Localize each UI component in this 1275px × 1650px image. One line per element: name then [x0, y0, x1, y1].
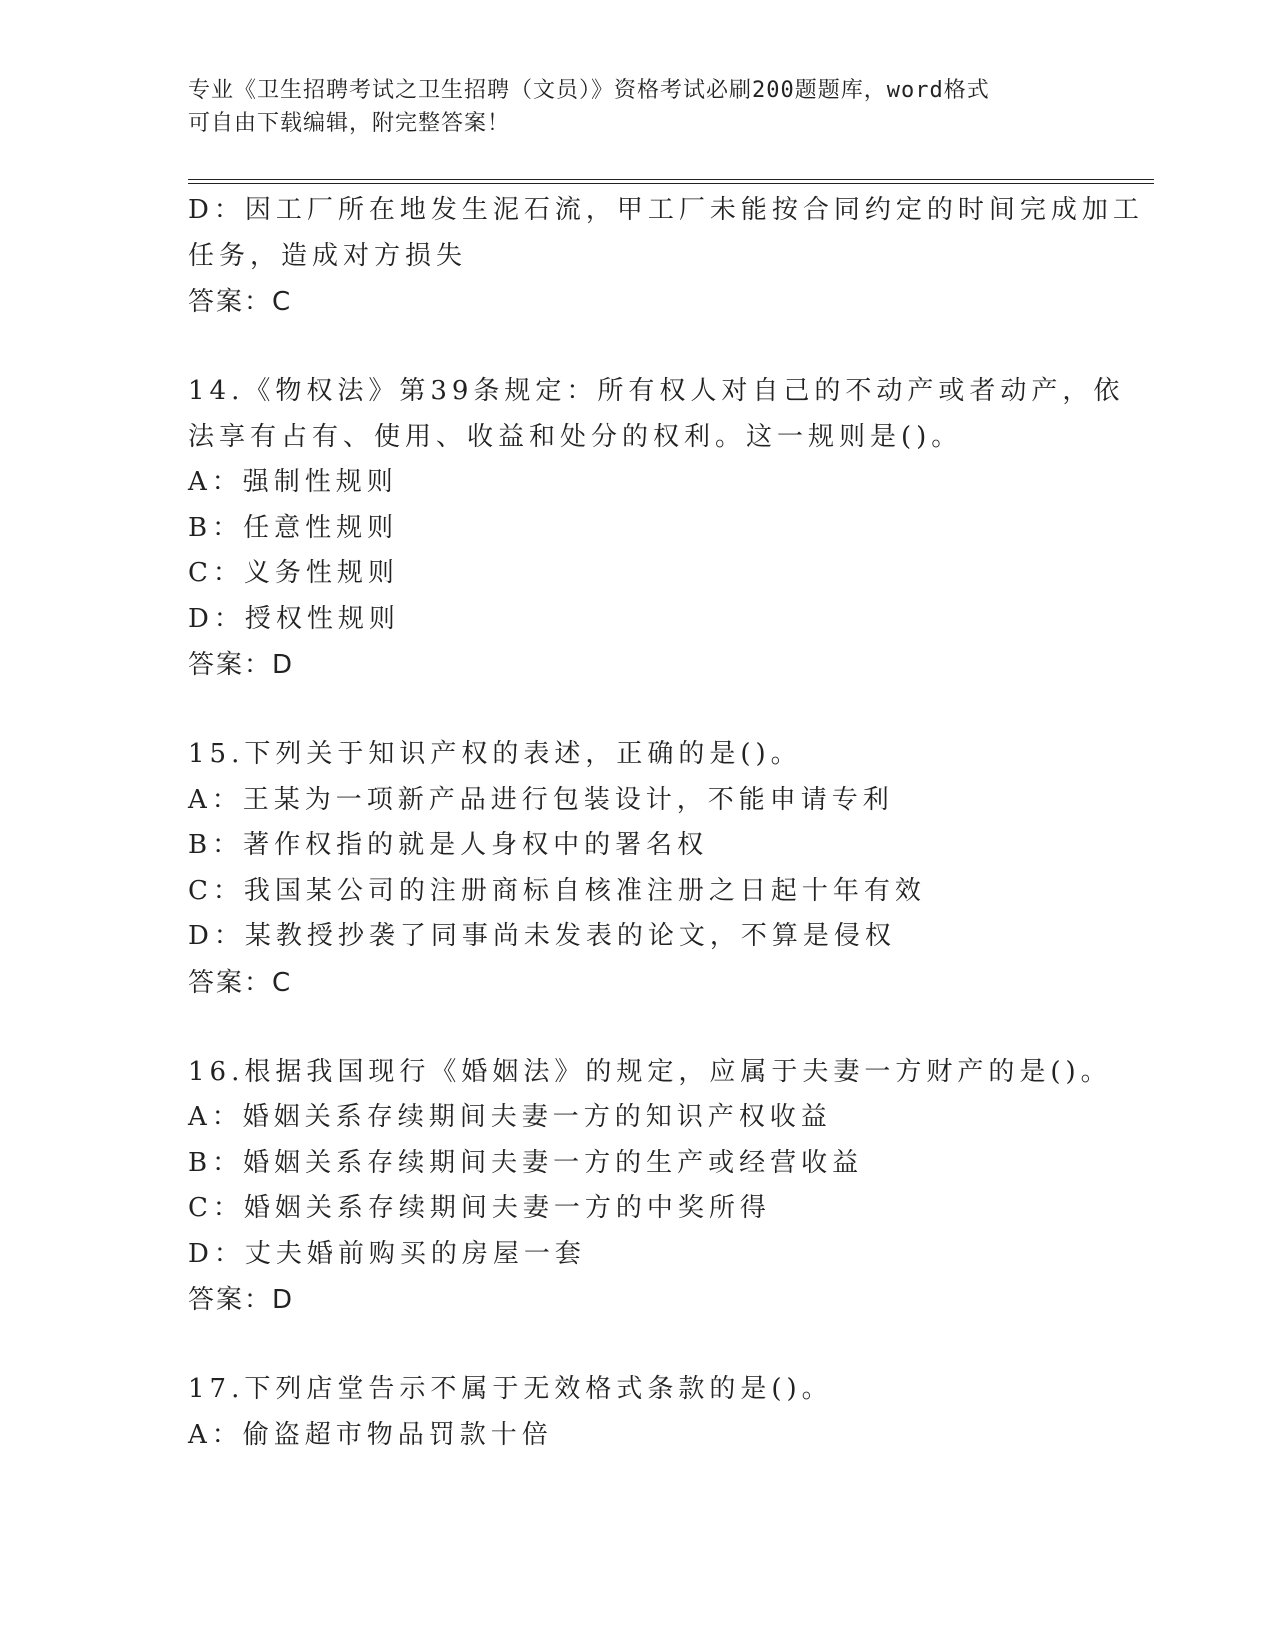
- option-d: D：授权性规则: [188, 603, 400, 634]
- answer-line: 答案：C: [188, 287, 293, 317]
- question-stem: 16.根据我国现行《婚姻法》的规定，应属于夫妻一方财产的是()。: [188, 1056, 1112, 1087]
- option-b: B：任意性规则: [188, 512, 399, 543]
- question-16: [188, 1050, 1112, 1324]
- question-stem: 17.下列店堂告示不属于无效格式条款的是()。: [188, 1374, 833, 1404]
- option-d: D：丈夫婚前购买的房屋一套: [188, 1238, 586, 1269]
- question-17: [188, 1367, 1088, 1458]
- question-15: [188, 732, 1088, 1006]
- answer-line: 答案：D: [188, 1285, 295, 1315]
- option-d: D：因工厂所在地发生泥石流，甲工厂未能按合同约定的时间完成加工: [188, 195, 1144, 225]
- option-a: A：婚姻关系存续期间夫妻一方的知识产权收益: [188, 1102, 832, 1132]
- document-header: [188, 74, 1088, 140]
- option-a: A：偷盗超市物品罚款十倍: [188, 1419, 553, 1450]
- option-c: C：义务性规则: [188, 558, 399, 588]
- spacer: [188, 1006, 1088, 1050]
- question-content: [188, 188, 1144, 1458]
- question-stem-continued: 法享有占有、使用、收益和处分的权利。这一规则是()。: [188, 421, 963, 452]
- question-14: [188, 369, 1125, 688]
- option-c: C：我国某公司的注册商标自核准注册之日起十年有效: [188, 875, 926, 906]
- option-d-continued: 任务，造成对方损失: [188, 240, 468, 271]
- answer-line: 答案：D: [188, 650, 295, 680]
- header-line-2: 可自由下载编辑，附完整答案！: [188, 111, 511, 136]
- option-d: D：某教授抄袭了同事尚未发表的论文，不算是侵权: [188, 921, 896, 951]
- question-stem: 14.《物权法》第39条规定：所有权人对自己的不动产或者动产，依: [188, 376, 1125, 406]
- question-stem: 15.下列关于知识产权的表述，正确的是()。: [188, 739, 802, 769]
- option-a: A：王某为一项新产品进行包装设计，不能申请专利: [188, 784, 894, 815]
- option-a: A：强制性规则: [188, 467, 398, 497]
- question-13-tail: [188, 188, 1144, 325]
- spacer: [188, 688, 1088, 732]
- header-line-1: 专业《卫生招聘考试之卫生招聘（文员）》资格考试必刷200题题库，word格式: [188, 78, 990, 103]
- option-b: B：婚姻关系存续期间夫妻一方的生产或经营收益: [188, 1147, 864, 1178]
- spacer: [188, 325, 1088, 369]
- spacer: [188, 1323, 1088, 1367]
- option-b: B：著作权指的就是人身权中的署名权: [188, 830, 709, 860]
- answer-line: 答案：C: [188, 967, 293, 998]
- option-c: C：婚姻关系存续期间夫妻一方的中奖所得: [188, 1193, 771, 1223]
- header-double-rule: [188, 179, 1154, 184]
